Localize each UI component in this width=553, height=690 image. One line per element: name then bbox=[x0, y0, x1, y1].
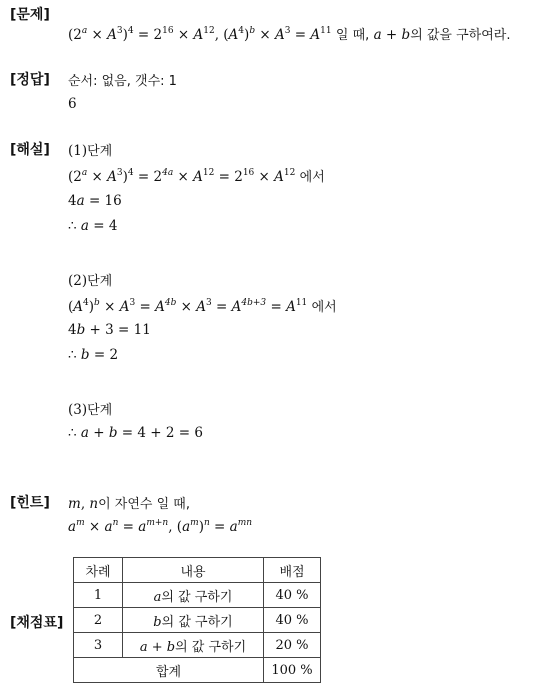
rubric-points: 40 % bbox=[264, 583, 321, 608]
solution-label: [해설] bbox=[10, 142, 50, 158]
rubric-label: [채점표] bbox=[10, 615, 64, 631]
rubric-header-order: 차례 bbox=[74, 558, 123, 583]
answer-value: 6 bbox=[68, 96, 77, 112]
rubric-content: a + b의 값 구하기 bbox=[123, 633, 264, 658]
rubric-content: a의 값 구하기 bbox=[123, 583, 264, 608]
step2-eq3: ∴ b = 2 bbox=[68, 347, 119, 363]
table-row bbox=[74, 633, 321, 658]
step1-eq3: ∴ a = 4 bbox=[68, 218, 118, 234]
step1-title: (1)단계 bbox=[68, 143, 113, 159]
rubric-order: 3 bbox=[74, 633, 123, 658]
rubric-points: 40 % bbox=[264, 608, 321, 633]
problem-statement: $(2^a \times A^3)^4 = 2^{16} \times A^{12}$, $(A^4)^b \times A^3 = A^{11}$ 일 때, a + b의 값을 구하여라. bbox=[68, 26, 511, 43]
rubric-points: 20 % bbox=[264, 633, 321, 658]
rubric-total-label: 합계 bbox=[74, 658, 264, 683]
rubric-total-points: 100 % bbox=[264, 658, 321, 683]
table-row bbox=[74, 583, 321, 608]
rubric-total-row bbox=[74, 658, 321, 683]
step3-title: (3)단계 bbox=[68, 402, 113, 418]
rubric-order: 1 bbox=[74, 583, 123, 608]
rubric-header-content: 내용 bbox=[123, 558, 264, 583]
rubric-table bbox=[73, 557, 321, 683]
answer-meta: 순서: 없음, 갯수: 1 bbox=[68, 74, 177, 89]
rubric-content: b의 값 구하기 bbox=[123, 608, 264, 633]
step1-eq2: 4a = 16 bbox=[68, 193, 122, 209]
hint-label: [힌트] bbox=[10, 495, 50, 511]
rubric-header-points: 배점 bbox=[264, 558, 321, 583]
step2-eq1: $(A^4)^b \times A^3 = A^{4b} \times A^3 = A^{4b+3} = A^{11}$ 에서 bbox=[68, 298, 337, 315]
step2-title: (2)단계 bbox=[68, 273, 113, 289]
answer-label: [정답] bbox=[10, 72, 50, 88]
rubric-order: 2 bbox=[74, 608, 123, 633]
rubric-header-row bbox=[74, 558, 321, 583]
hint-line1: m, n이 자연수 일 때, bbox=[68, 496, 190, 512]
step1-eq1: $(2^a \times A^3)^4 = 2^{4a} \times A^{12} = 2^{16} \times A^{12}$ 에서 bbox=[68, 168, 325, 185]
step3-eq1: ∴ a + b = 4 + 2 = 6 bbox=[68, 425, 203, 441]
hint-line2: $a^m \times a^n = a^{m+n}$, $(a^m)^n = a^{mn}$ bbox=[68, 518, 253, 535]
table-row bbox=[74, 608, 321, 633]
problem-label: [문제] bbox=[10, 7, 50, 23]
step2-eq2: 4b + 3 = 11 bbox=[68, 322, 151, 338]
